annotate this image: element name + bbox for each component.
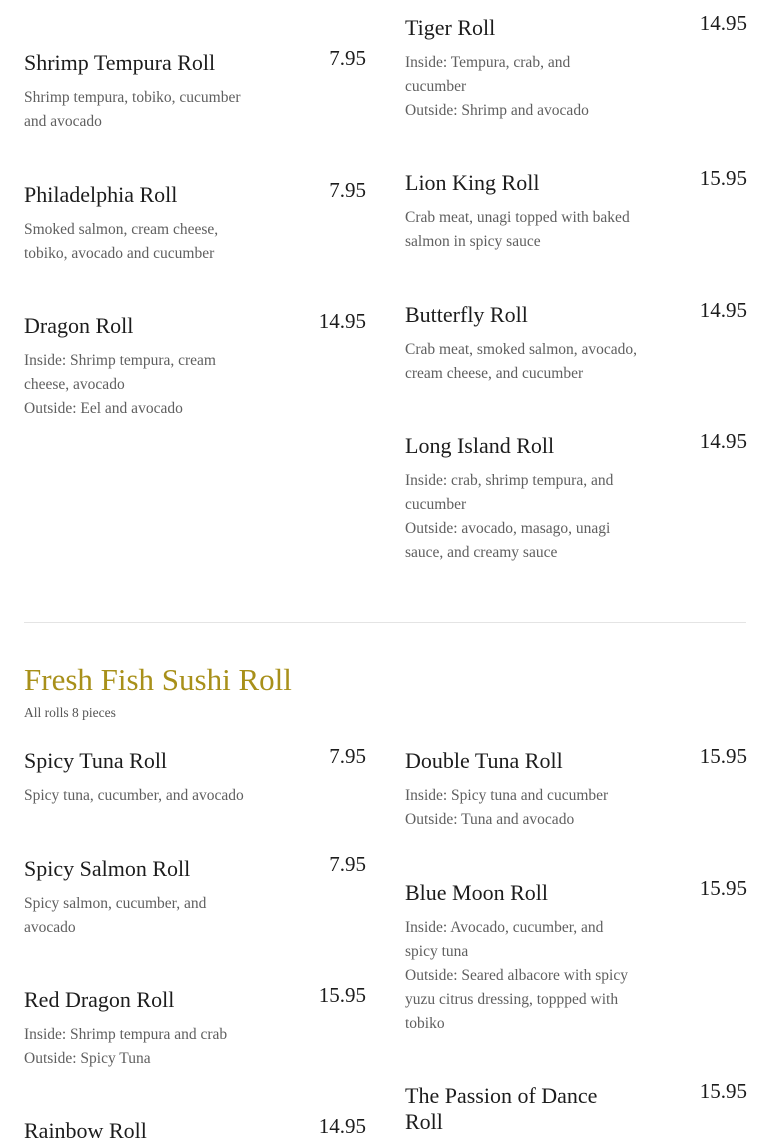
item-price: 7.95	[329, 178, 366, 202]
item-description: Spicy salmon, cucumber, and avocado	[24, 895, 207, 936]
item-price: 7.95	[329, 852, 366, 876]
item-price: 14.95	[699, 11, 747, 35]
section-subtitle: All rolls 8 pieces	[24, 705, 116, 720]
section-divider	[24, 622, 746, 623]
item-description: Inside: Tempura, crab, and cucumber Outside: Shrimp and avocado	[405, 54, 589, 119]
item-price: 14.95	[318, 1114, 366, 1138]
item-name: Double Tuna Roll	[405, 748, 563, 773]
item-price: 15.95	[318, 983, 366, 1007]
item-price: 15.95	[699, 876, 747, 900]
item-name: Tiger Roll	[405, 15, 496, 40]
item-name: Shrimp Tempura Roll	[24, 50, 216, 75]
item-price: 7.95	[329, 46, 366, 70]
item-description: Smoked salmon, cream cheese, tobiko, avocado and cucumber	[24, 221, 219, 262]
item-description: Inside: Shrimp tempura, cream cheese, avocado Outside: Eel and avocado	[24, 352, 216, 417]
item-name: Red Dragon Roll	[24, 987, 175, 1012]
item-description: Spicy tuna, cucumber, and avocado	[24, 787, 244, 804]
item-price: 15.95	[699, 1079, 747, 1103]
item-name: Lion King Roll	[405, 170, 540, 195]
item-price: 14.95	[318, 309, 366, 333]
section-title: Fresh Fish Sushi Roll	[24, 662, 292, 697]
item-description: Inside: Avocado, cucumber, and spicy tuna Outside: Seared albacore with spicy yuzu citrus dressing, toppped with tobiko	[405, 919, 628, 1032]
item-description: Inside: Shrimp tempura and crab Outside: Spicy Tuna	[24, 1026, 228, 1067]
item-price: 15.95	[699, 166, 747, 190]
item-description: Crab meat, smoked salmon, avocado, cream cheese, and cucumber	[405, 341, 638, 382]
item-description: Inside: crab, shrimp tempura, and cucumber Outside: avocado, masago, unagi sauce, and creamy sauce	[405, 472, 614, 561]
item-name: Spicy Tuna Roll	[24, 748, 168, 773]
item-price: 7.95	[329, 744, 366, 768]
item-name: Philadelphia Roll	[24, 182, 178, 207]
item-price: 14.95	[699, 429, 747, 453]
item-name: Rainbow Roll	[24, 1118, 147, 1143]
item-name: Butterfly Roll	[405, 302, 528, 327]
item-description: Crab meat, unagi topped with baked salmon in spicy sauce	[405, 209, 630, 250]
item-price: 14.95	[699, 298, 747, 322]
item-description: Inside: Spicy tuna and cucumber Outside: Tuna and avocado	[405, 787, 609, 828]
item-name: Blue Moon Roll	[405, 880, 549, 905]
item-name: Dragon Roll	[24, 313, 134, 338]
item-name: The Passion of Dance Roll	[405, 1083, 598, 1134]
item-description: Shrimp tempura, tobiko, cucumber and avocado	[24, 89, 241, 130]
item-name: Long Island Roll	[405, 433, 555, 458]
item-name: Spicy Salmon Roll	[24, 856, 191, 881]
item-price: 15.95	[699, 744, 747, 768]
